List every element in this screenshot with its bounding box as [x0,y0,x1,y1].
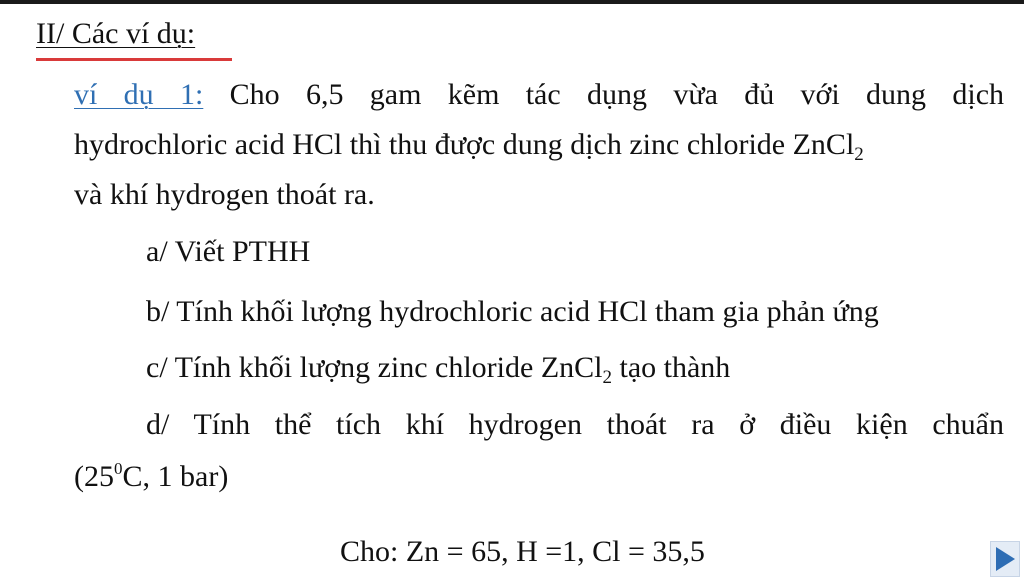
example-line-1 [74,70,1004,120]
question-d: d/ Tính thể tích khí hydrogen thoát ra ở điều kiện chuẩn [146,408,1004,441]
example-line-2 [74,120,1004,170]
example-label: ví dụ 1: [74,78,204,111]
given-values: Cho: Zn = 65, H =1, Cl = 35,5 [340,535,705,568]
example-paragraph [74,70,1004,220]
example-line-2-subscript: 2 [854,144,864,165]
question-c-suffix: tạo thành [612,351,731,384]
heading-underline-rule [36,58,232,61]
play-icon [991,542,1019,576]
example-line-2-text: hydrochloric acid HCl thì thu được dung dịch zinc chloride ZnCl [74,128,855,161]
section-heading [36,16,195,52]
question-d-condition-superscript: 0 [114,459,123,478]
example-line-1-text: Cho 6,5 gam kẽm tác dụng vừa đủ với dung dịch [229,78,1005,111]
top-border [0,0,1024,4]
question-c-text: c/ Tính khối lượng zinc chloride ZnCl [146,351,603,384]
question-a: a/ Viết PTHH [146,235,311,268]
question-d-condition-open: (25 [74,460,114,493]
question-c [146,348,730,388]
section-heading-text: II/ Các ví dụ: [36,17,196,50]
question-c-subscript: 2 [602,367,612,388]
example-line-3: và khí hydrogen thoát ra. [74,178,375,211]
question-d-condition-rest: C, 1 bar) [122,460,229,493]
question-d-condition [74,457,228,497]
next-slide-button[interactable] [990,541,1020,577]
question-b: b/ Tính khối lượng hydrochloric acid HCl tham gia phản ứng [146,295,879,328]
